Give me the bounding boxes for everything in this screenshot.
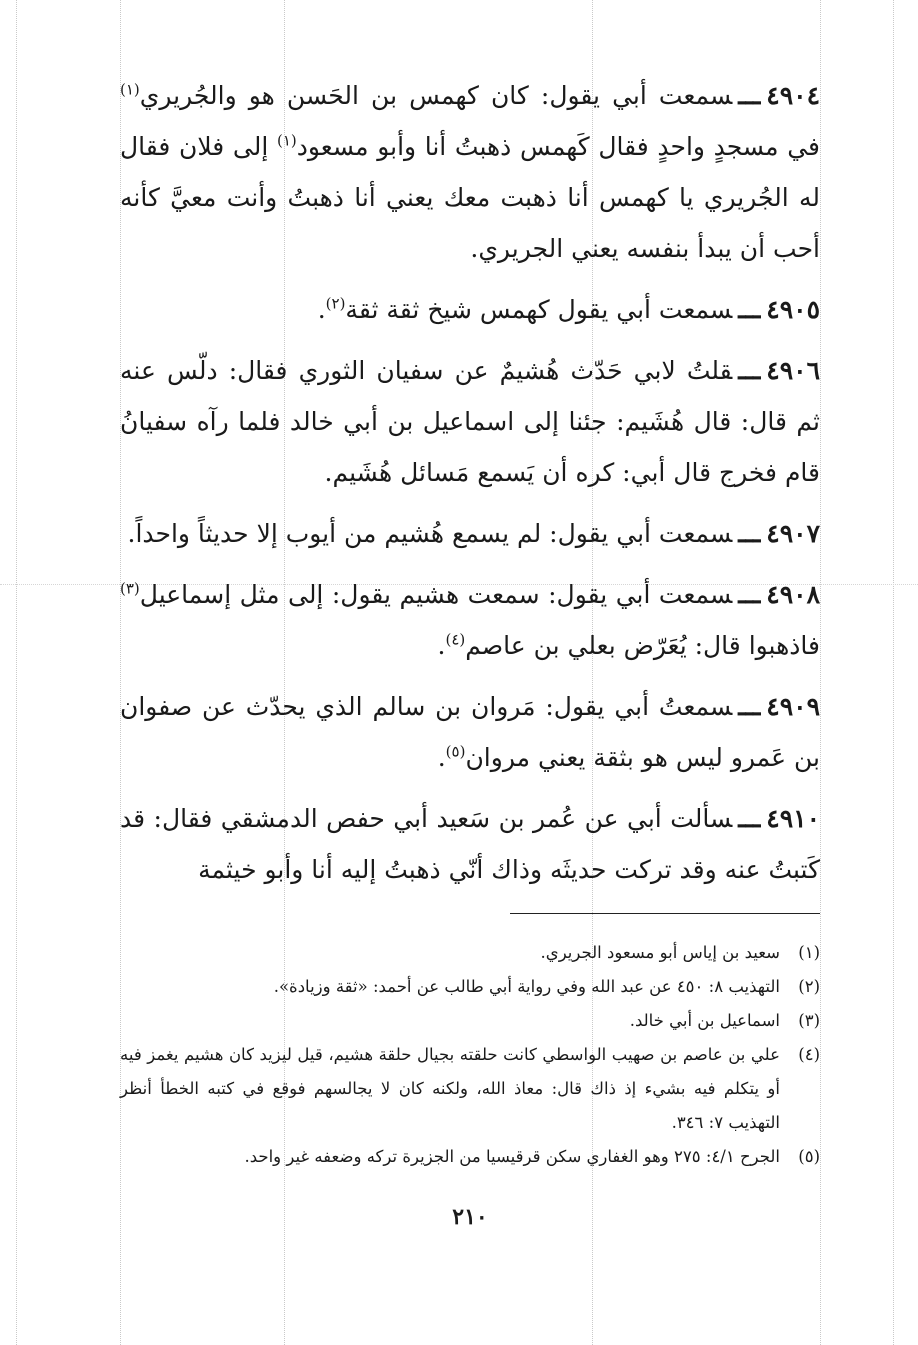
entry-text: سألت أبي عن عُمر بن سَعيد أبي حفص الدمشقي فقال: قد كَتبتُ عنه وقد تركت حديثَه وذاك أنّي ذهبتُ إليه أنا وأبو خيثمة [120,804,820,884]
page-number: ٢١٠ [452,1204,488,1230]
footnote-text: التهذيب ٨: ٤٥٠ عن عبد الله وفي رواية أبي طالب عن أحمد: «ثقة وزيادة». [273,977,780,996]
footnote-4 [120,1038,820,1140]
footnote-3 [120,1004,820,1038]
footnote-ref: (٣) [120,579,140,598]
entry-number: ٤٩٠٨ [766,580,820,609]
entry-4910: ٤٩١٠ـــسألت أبي عن عُمر بن سَعيد أبي حفص الدمشقي فقال: قد كَتبتُ عنه وقد تركت حديثَه وذاك أنّي ذهبتُ إليه أنا وأبو خيثمة [120,804,820,884]
entry-text: سمعت أبي يقول: سمعت هشيم يقول: إلى مثل إسماعيل [139,580,733,609]
book-page [120,70,820,1230]
footnote-2 [120,970,820,1004]
footnote-divider [510,913,820,914]
footnote-text: سعيد بن إياس أبو مسعود الجريري. [540,943,780,962]
footnote-ref: (٤) [445,630,466,649]
entry-number: ٤٩٠٥ [766,295,820,324]
entry-number: ٤٩٠٤ [766,81,820,110]
footnote-text: اسماعيل بن أبي خالد. [629,1011,780,1030]
footnote-number: (١) [798,943,820,962]
entry-text: في مسجدٍ واحدٍ فقال كَهمس ذهبتُ أنا وأبو مسعود [296,132,821,161]
footnote-number: (٢) [798,977,820,996]
footnote-ref: (٥) [445,742,466,761]
entry-number: ٤٩١٠ [766,804,820,833]
footnote-5 [120,1140,820,1174]
entry-text: قلتُ لابي حَدّث هُشيمٌ عن سفيان الثوري فقال: دلّس عنه ثم قال: قال هُشَيم: جئنا إلى اسماعيل بن أبي خالد فلما رآه سفيانُ قام فخرج قال أبي: كره أن يَسمع مَسائل هُشَيم. [120,356,820,487]
entry-text: سمعت أبي يقول: لم يسمع هُشيم من أيوب إلا حديثاً واحداً. [127,519,733,548]
entry-4908: ٤٩٠٨ـــسمعت أبي يقول: سمعت هشيم يقول: إلى مثل إسماعيل$^{(٣)}$ فاذهبوا قال: يُعَرّض بعلي بن عاصم$^{(٤)}$. [120,579,820,660]
footnote-number: (٣) [798,1011,820,1030]
footnote-ref: (١) [276,131,297,150]
footnote-ref: (٢) [325,294,346,313]
entry-text: سمعتُ أبي يقول: مَروان بن سالم الذي يحدّث عن صفوان بن عَمرو ليس هو بثقة يعني مروان [120,692,820,772]
entry-text: إلى فلان فقال له الجُريري يا كهمس أنا ذهبت معك يعني أنا ذهبتُ وأنت معيَّ كأنه أحب أن يبدأ بنفسه يعني الجريري. [120,132,820,263]
entry-text: سمعت أبي يقول كهمس شيخ ثقة ثقة [345,295,733,324]
entry-4907: ٤٩٠٧ـــسمعت أبي يقول: لم يسمع هُشيم من أيوب إلا حديثاً واحداً. [127,519,820,548]
footnote-number: (٥) [798,1147,820,1166]
entry-4909: ٤٩٠٩ـــسمعتُ أبي يقول: مَروان بن سالم الذي يحدّث عن صفوان بن عَمرو ليس هو بثقة يعني مروان$^{(٥)}$. [120,692,820,772]
footnote-1 [120,936,820,970]
entry-4904: ٤٩٠٤ـــسمعت أبي يقول: كان كهمس بن الحَسن هو والجُريري$^{(١)}$ في مسجدٍ واحدٍ فقال كَهمس ذهبتُ أنا وأبو مسعود$^{(١)}$ إلى فلان فقال له الجُريري يا كهمس أنا ذهبت معك يعني أنا ذهبتُ وأنت معيَّ كأنه أحب أن يبدأ بنفسه يعني الجريري. [120,80,821,263]
entry-text: سمعت أبي يقول: كان كهمس بن الحَسن هو والجُريري [139,81,733,110]
entry-text: فاذهبوا قال: يُعَرّض بعلي بن عاصم [465,631,820,660]
entry-number: ٤٩٠٦ [766,356,820,385]
entry-number: ٤٩٠٧ [766,519,820,548]
footnote-text: علي بن عاصم بن صهيب الواسطي كانت حلقته بجيال حلقة هشيم، قيل ليزيد كان هشيم يغمز فيه أو يتكلم فيه بشيء إذ ذاك قال: معاذ الله، ولكنه كان لا يجالسهم فوقع في كتبه الخطأ أنظر التهذيب ٧: ٣٤٦. [120,1045,780,1132]
footnote-ref: (١) [120,80,140,99]
entry-number: ٤٩٠٩ [766,692,820,721]
footnotes [120,936,820,1174]
footnote-text: الجرح ٤/١: ٢٧٥ وهو الغفاري سكن قرقيسيا من الجزيرة تركه وضعفه غير واحد. [244,1147,780,1166]
footnote-number: (٤) [798,1045,820,1064]
entry-4905: ٤٩٠٥ـــسمعت أبي يقول كهمس شيخ ثقة ثقة$^{(٢)}$. [317,294,820,324]
entry-4906: ٤٩٠٦ـــقلتُ لابي حَدّث هُشيمٌ عن سفيان الثوري فقال: دلّس عنه ثم قال: قال هُشَيم: جئنا إلى اسماعيل بن أبي خالد فلما رآه سفيانُ قام فخرج قال أبي: كره أن يَسمع مَسائل هُشَيم. [120,356,820,487]
